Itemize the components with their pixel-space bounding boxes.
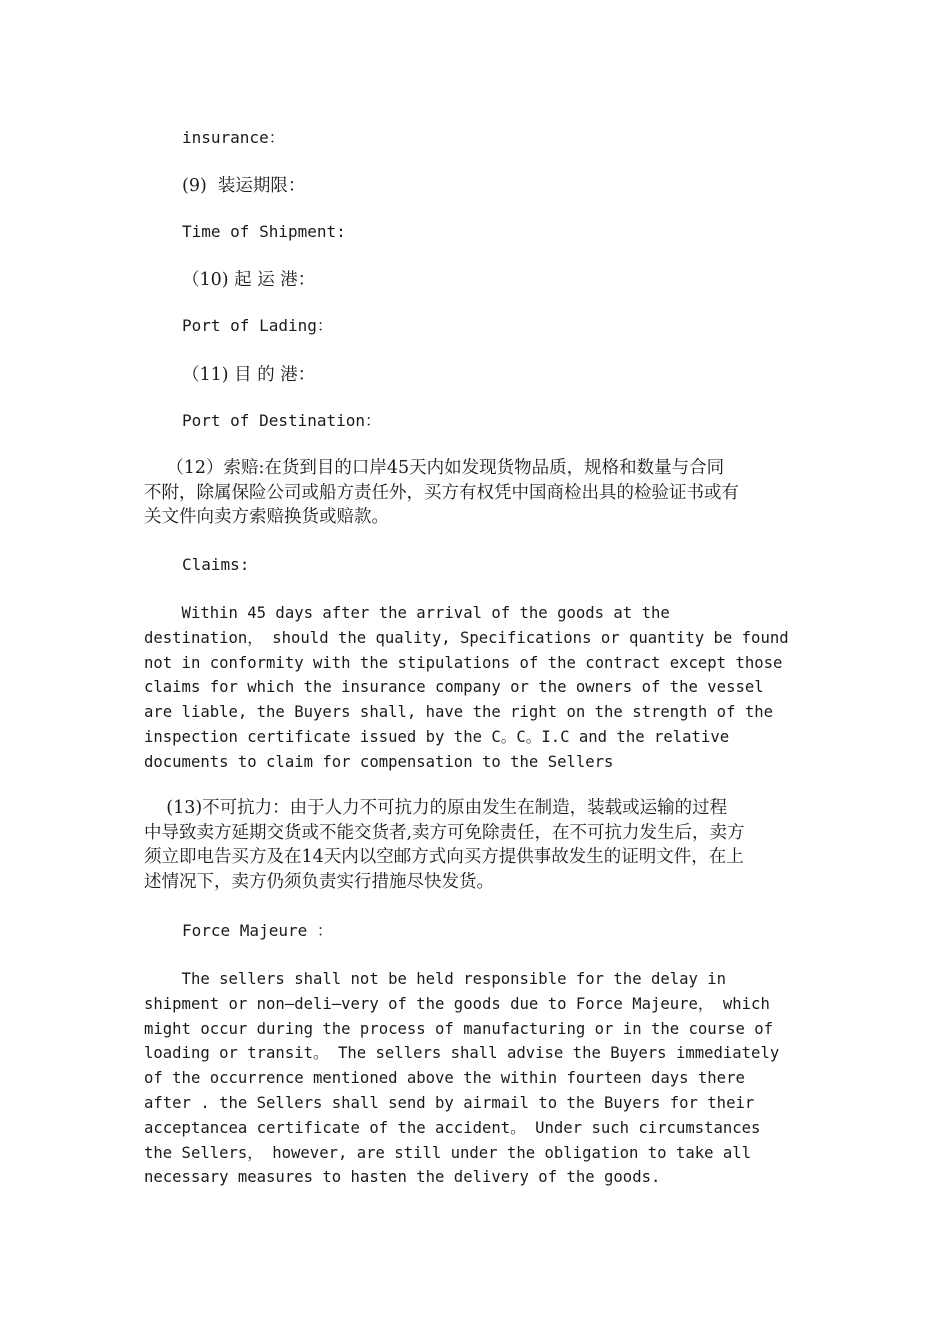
clause-12-chinese-paragraph: （12）索赔:在货到目的口岸45天内如发现货物品质，规格和数量与合同 不附，除属保险公司或船方责任外，买方有权凭中国商检出具的检验证书或有 关文件向卖方索赔换货或赔款。	[144, 458, 739, 527]
port-of-lading-line: Port of Lading：	[182, 316, 333, 335]
insurance-line: insurance：	[182, 128, 285, 147]
clause-10-heading: （10) 起 运 港：	[182, 270, 316, 290]
time-of-shipment-line: Time of Shipment:	[182, 222, 346, 241]
clause-12-english-paragraph: Within 45 days after the arrival of the goods at the destination， should the quality, Specifications or quantity be found not in conformity with the stipulations of the contract except those claims for which the insurance company or the owners of the vessel are liable, the Buyers shall, have the right on the strength of the inspection certificate issued by the C。C。I.C and the relative documents to claim for compensation to the Sellers	[144, 604, 789, 771]
clause-11-heading: （11) 目 的 港：	[182, 365, 316, 385]
clause-13-english-paragraph: The sellers shall not be held responsible for the delay in shipment or non—deli—very of the goods due to Force Majeure， which might occur during the process of manufacturing or in the course of loading or transit。 The sellers shall advise the Buyers immediately of the occurrence mentioned above the within fourteen days there after . the Sellers shall send by airmail to the Buyers for their acceptancea certificate of the accident。 Under such circumstances the Sellers， however, are still under the obligation to take all necessary measures to hasten the delivery of the goods.	[144, 970, 780, 1187]
force-majeure-line: Force Majeure ：	[182, 921, 333, 940]
claims-line: Claims:	[182, 555, 250, 574]
clause-13-chinese-paragraph: (13)不可抗力：由于人力不可抗力的原由发生在制造，装载或运输的过程 中导致卖方延期交货或不能交货者,卖方可免除责任，在不可抗力发生后，卖方 须立即电告买方及在14天内以空邮方式向买方提供事故发生的证明文件，在上 述情况下，卖方仍须负责实行措施尽快发货。	[144, 798, 745, 892]
clause-9-heading: (9) 装运期限：	[182, 176, 306, 196]
port-of-destination-line: Port of Destination：	[182, 411, 382, 430]
